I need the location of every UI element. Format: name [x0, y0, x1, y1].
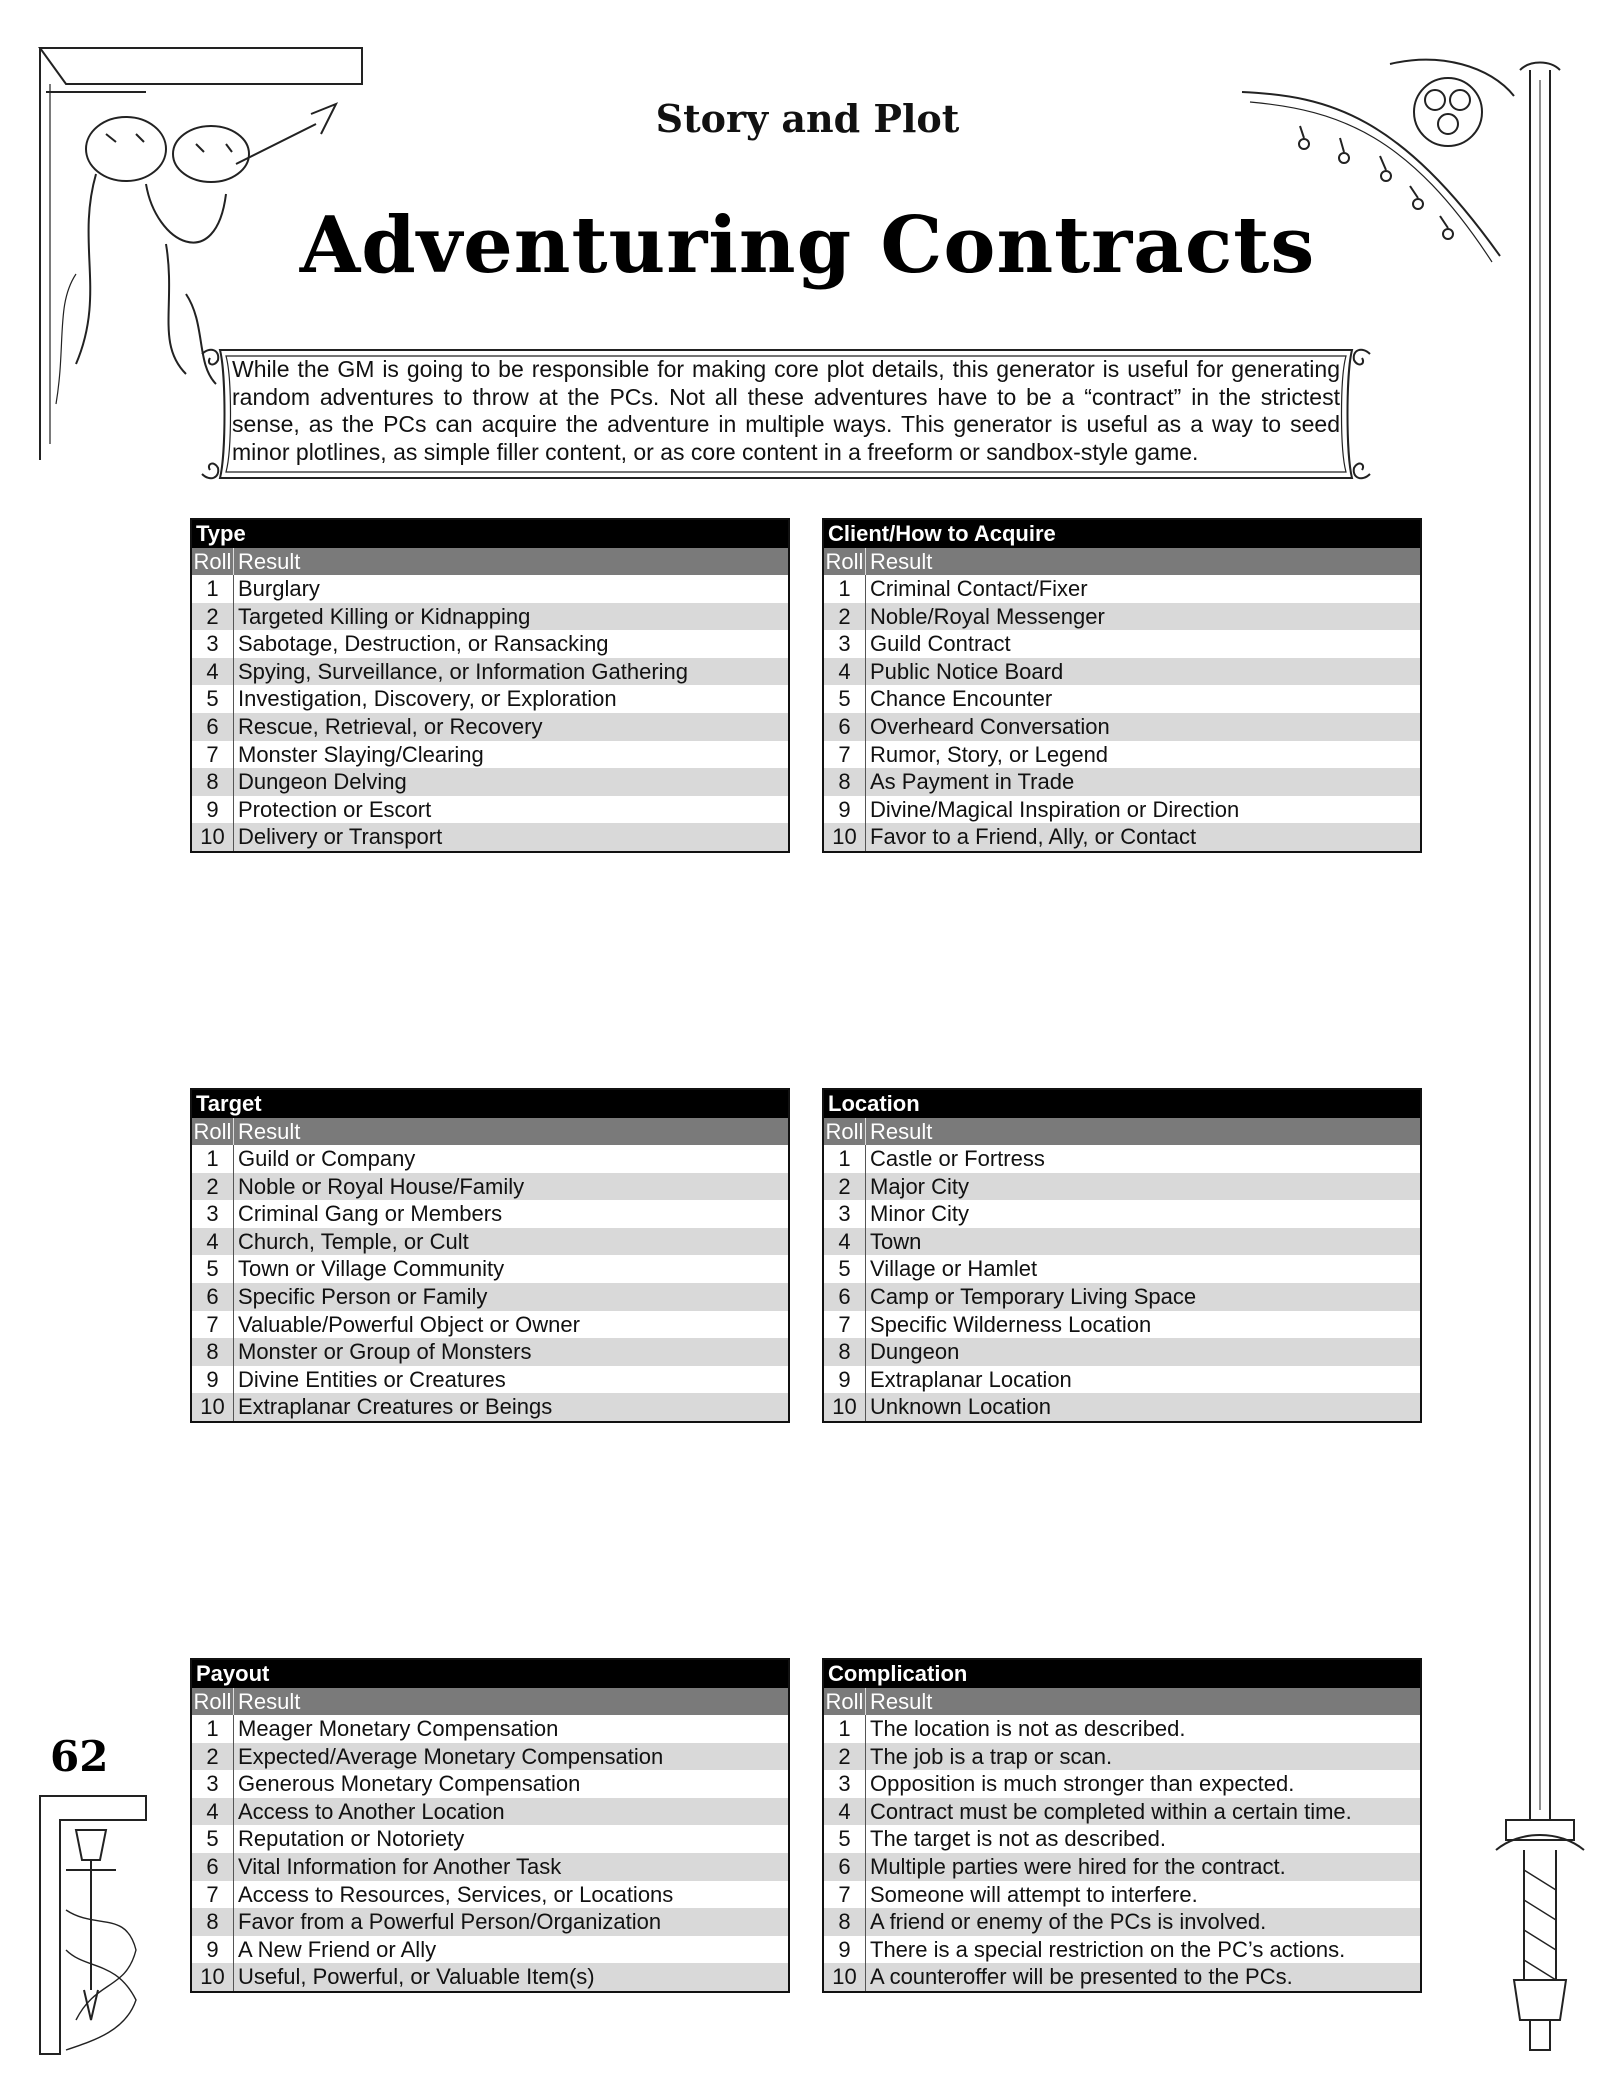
- table-row: [824, 1145, 1420, 1173]
- roll-cell: 2: [192, 1743, 234, 1771]
- table-body: [824, 1145, 1420, 1421]
- table-title: Complication: [824, 1660, 1420, 1688]
- result-cell: The location is not as described.: [870, 1716, 1186, 1741]
- result-cell: Rumor, Story, or Legend: [870, 741, 1109, 767]
- table-row: [192, 1228, 788, 1256]
- roll-cell: 5: [824, 1825, 866, 1853]
- result-cell: Contract must be completed within a certain time.: [870, 1798, 1352, 1824]
- table-header: [824, 548, 1420, 575]
- roll-cell: 1: [192, 1715, 234, 1743]
- roll-cell: 8: [192, 1338, 234, 1366]
- result-cell: A counteroffer will be presented to the PCs.: [870, 1964, 1293, 1990]
- table-row: [824, 823, 1420, 851]
- roll-header: Roll: [192, 1118, 234, 1145]
- result-header: Result: [870, 1119, 933, 1144]
- result-cell: Criminal Gang or Members: [238, 1201, 503, 1227]
- table-row: [824, 658, 1420, 686]
- result-cell: Valuable/Powerful Object or Owner: [238, 1311, 580, 1337]
- result-cell: Targeted Killing or Kidnapping: [238, 603, 531, 629]
- roll-cell: 5: [192, 1825, 234, 1853]
- result-cell: Criminal Contact/Fixer: [870, 576, 1088, 601]
- table-row: [824, 1881, 1420, 1909]
- roll-cell: 7: [192, 1311, 234, 1339]
- result-cell: Delivery or Transport: [238, 824, 443, 850]
- table-row: [824, 685, 1420, 713]
- table-row: [192, 1173, 788, 1201]
- roll-cell: 6: [192, 1283, 234, 1311]
- result-cell: Multiple parties were hired for the contract.: [870, 1853, 1286, 1879]
- roll-cell: 3: [192, 1770, 234, 1798]
- result-cell: Access to Another Location: [238, 1798, 505, 1824]
- result-header: Result: [238, 1119, 301, 1144]
- roll-cell: 9: [824, 796, 866, 824]
- table-header: [192, 548, 788, 575]
- table-header: [824, 1688, 1420, 1715]
- result-header: Result: [870, 1689, 933, 1714]
- table-location: [822, 1088, 1422, 1423]
- roll-cell: 9: [192, 1936, 234, 1964]
- roll-cell: 1: [824, 1715, 866, 1743]
- result-cell: Minor City: [870, 1201, 970, 1227]
- table-row: [824, 1366, 1420, 1394]
- roll-cell: 5: [192, 1255, 234, 1283]
- result-cell: Public Notice Board: [870, 658, 1064, 684]
- table-row: [824, 603, 1420, 631]
- result-cell: Noble/Royal Messenger: [870, 603, 1105, 629]
- roll-cell: 7: [192, 1881, 234, 1909]
- table-row: [824, 1228, 1420, 1256]
- roll-cell: 10: [192, 1393, 234, 1421]
- result-cell: A New Friend or Ally: [238, 1936, 437, 1962]
- result-cell: Noble or Royal House/Family: [238, 1173, 525, 1199]
- table-row: [824, 575, 1420, 603]
- table-row: [192, 1393, 788, 1421]
- roll-cell: 4: [192, 658, 234, 686]
- table-row: [192, 685, 788, 713]
- roll-cell: 2: [192, 1173, 234, 1201]
- intro-box: [196, 344, 1376, 484]
- sword-border-icon: [1490, 60, 1590, 2060]
- table-body: [192, 575, 788, 851]
- table-row: [192, 1338, 788, 1366]
- result-cell: Useful, Powerful, or Valuable Item(s): [238, 1964, 595, 1990]
- result-cell: Generous Monetary Compensation: [238, 1771, 581, 1797]
- table-row: [192, 796, 788, 824]
- result-header: Result: [238, 549, 301, 574]
- result-header: Result: [238, 1689, 301, 1714]
- sword-corner-icon: [36, 1790, 156, 2060]
- table-row: [192, 823, 788, 851]
- table-row: [192, 713, 788, 741]
- result-cell: Favor from a Powerful Person/Organization: [238, 1909, 662, 1935]
- table-row: [824, 1853, 1420, 1881]
- result-cell: Town or Village Community: [238, 1256, 505, 1282]
- roll-cell: 3: [192, 1200, 234, 1228]
- table-row: [192, 630, 788, 658]
- result-cell: Monster Slaying/Clearing: [238, 741, 484, 767]
- roll-cell: 5: [824, 685, 866, 713]
- roll-cell: 9: [824, 1936, 866, 1964]
- roll-header: Roll: [824, 1688, 866, 1715]
- table-body: [824, 1715, 1420, 1991]
- result-cell: Favor to a Friend, Ally, or Contact: [870, 824, 1197, 850]
- table-row: [192, 1853, 788, 1881]
- table-row: [192, 1200, 788, 1228]
- result-cell: Sabotage, Destruction, or Ransacking: [238, 631, 609, 657]
- result-cell: Specific Wilderness Location: [870, 1311, 1152, 1337]
- roll-cell: 8: [824, 1338, 866, 1366]
- roll-cell: 7: [192, 741, 234, 769]
- table-row: [824, 1770, 1420, 1798]
- table-row: [192, 1715, 788, 1743]
- result-cell: Overheard Conversation: [870, 713, 1110, 739]
- roll-cell: 4: [192, 1228, 234, 1256]
- result-cell: Reputation or Notoriety: [238, 1826, 465, 1852]
- table-row: [824, 1255, 1420, 1283]
- table-row: [824, 1311, 1420, 1339]
- roll-cell: 6: [192, 713, 234, 741]
- roll-cell: 6: [824, 1283, 866, 1311]
- result-cell: Dungeon: [870, 1339, 960, 1365]
- result-cell: As Payment in Trade: [870, 769, 1075, 795]
- page-title: Adventuring Contracts: [299, 200, 1316, 291]
- table-row: [824, 768, 1420, 796]
- roll-header: Roll: [192, 548, 234, 575]
- table-complication: [822, 1658, 1422, 1993]
- roll-cell: 2: [824, 1743, 866, 1771]
- table-row: [824, 1825, 1420, 1853]
- result-cell: Burglary: [238, 576, 320, 601]
- table-row: [824, 1715, 1420, 1743]
- table-row: [824, 741, 1420, 769]
- roll-cell: 1: [192, 575, 234, 603]
- roll-cell: 6: [192, 1853, 234, 1881]
- roll-cell: 10: [824, 1963, 866, 1991]
- roll-cell: 8: [192, 1908, 234, 1936]
- roll-cell: 2: [824, 603, 866, 631]
- roll-header: Roll: [824, 1118, 866, 1145]
- intro-text: While the GM is going to be responsible for making core plot details, this generator is useful for generating random adventures to throw at the PCs. Not all these adventures have to be a “contract” in the strictest sense, as the PCs can acquire the adventure in multiple ways. This generator is useful as a way to seed minor plotlines, as simple filler content, or as core content in a freeform or sandbox-style game.: [232, 356, 1340, 465]
- roll-cell: 3: [824, 630, 866, 658]
- table-body: [824, 575, 1420, 851]
- table-type: [190, 518, 790, 853]
- table-row: [824, 1798, 1420, 1826]
- result-cell: Protection or Escort: [238, 796, 432, 822]
- roll-cell: 10: [824, 1393, 866, 1421]
- result-cell: Extraplanar Location: [870, 1366, 1072, 1392]
- roll-cell: 1: [824, 1145, 866, 1173]
- roll-cell: 9: [192, 1366, 234, 1394]
- roll-cell: 7: [824, 1881, 866, 1909]
- roll-cell: 7: [824, 1311, 866, 1339]
- roll-header: Roll: [824, 548, 866, 575]
- roll-cell: 8: [824, 768, 866, 796]
- table-header: [192, 1688, 788, 1715]
- table-row: [824, 1908, 1420, 1936]
- roll-cell: 4: [824, 1228, 866, 1256]
- roll-cell: 6: [824, 713, 866, 741]
- table-row: [192, 1255, 788, 1283]
- result-cell: Dungeon Delving: [238, 769, 407, 795]
- roll-cell: 8: [192, 768, 234, 796]
- roll-cell: 6: [824, 1853, 866, 1881]
- roll-cell: 4: [824, 1798, 866, 1826]
- table-title: Type: [192, 520, 788, 548]
- table-row: [192, 603, 788, 631]
- table-row: [824, 1963, 1420, 1991]
- roll-cell: 3: [824, 1770, 866, 1798]
- result-cell: Extraplanar Creatures or Beings: [238, 1394, 553, 1420]
- roll-cell: 7: [824, 741, 866, 769]
- page-number: 62: [50, 1732, 109, 1781]
- table-row: [192, 741, 788, 769]
- result-cell: Access to Resources, Services, or Locations: [238, 1881, 674, 1907]
- roll-cell: 4: [192, 1798, 234, 1826]
- result-cell: Meager Monetary Compensation: [238, 1716, 559, 1741]
- result-header: Result: [870, 549, 933, 574]
- table-payout: [190, 1658, 790, 1993]
- table-title: Payout: [192, 1660, 788, 1688]
- result-cell: The job is a trap or scan.: [870, 1743, 1113, 1769]
- roll-cell: 10: [824, 823, 866, 851]
- roll-cell: 2: [192, 603, 234, 631]
- roll-cell: 9: [192, 796, 234, 824]
- table-row: [192, 1283, 788, 1311]
- table-row: [192, 1798, 788, 1826]
- result-cell: Opposition is much stronger than expected.: [870, 1771, 1295, 1797]
- table-row: [192, 1366, 788, 1394]
- roll-cell: 3: [824, 1200, 866, 1228]
- table-row: [824, 630, 1420, 658]
- result-cell: Divine Entities or Creatures: [238, 1366, 506, 1392]
- table-row: [192, 1145, 788, 1173]
- result-cell: Castle or Fortress: [870, 1146, 1045, 1171]
- roll-cell: 10: [192, 1963, 234, 1991]
- table-row: [824, 713, 1420, 741]
- table-row: [192, 575, 788, 603]
- table-row: [824, 1743, 1420, 1771]
- roll-cell: 9: [824, 1366, 866, 1394]
- roll-cell: 2: [824, 1173, 866, 1201]
- table-row: [824, 1283, 1420, 1311]
- table-row: [824, 1393, 1420, 1421]
- table-title: Client/How to Acquire: [824, 520, 1420, 548]
- result-cell: The target is not as described.: [870, 1826, 1166, 1852]
- result-cell: There is a special restriction on the PC’s actions.: [870, 1936, 1346, 1962]
- roll-cell: 5: [824, 1255, 866, 1283]
- result-cell: Spying, Surveillance, or Information Gathering: [238, 658, 689, 684]
- result-cell: Village or Hamlet: [870, 1256, 1038, 1282]
- table-body: [192, 1715, 788, 1991]
- roll-cell: 1: [192, 1145, 234, 1173]
- table-row: [192, 1770, 788, 1798]
- section-title: Story and Plot: [655, 96, 960, 141]
- roll-cell: 8: [824, 1908, 866, 1936]
- table-header: [824, 1118, 1420, 1145]
- table-row: [824, 1936, 1420, 1964]
- result-cell: Divine/Magical Inspiration or Direction: [870, 796, 1240, 822]
- result-cell: Church, Temple, or Cult: [238, 1228, 469, 1254]
- table-row: [824, 1200, 1420, 1228]
- result-cell: Someone will attempt to interfere.: [870, 1881, 1198, 1907]
- table-row: [824, 1338, 1420, 1366]
- table-row: [192, 1936, 788, 1964]
- roll-cell: 3: [192, 630, 234, 658]
- result-cell: Unknown Location: [870, 1394, 1052, 1420]
- table-title: Target: [192, 1090, 788, 1118]
- roll-cell: 4: [824, 658, 866, 686]
- result-cell: Chance Encounter: [870, 686, 1053, 712]
- table-row: [192, 1963, 788, 1991]
- roll-cell: 5: [192, 685, 234, 713]
- table-row: [192, 1825, 788, 1853]
- result-cell: Major City: [870, 1173, 970, 1199]
- table-title: Location: [824, 1090, 1420, 1118]
- result-cell: Guild Contract: [870, 631, 1011, 657]
- result-cell: Camp or Temporary Living Space: [870, 1283, 1197, 1309]
- roll-cell: 10: [192, 823, 234, 851]
- result-cell: Specific Person or Family: [238, 1283, 488, 1309]
- table-target: [190, 1088, 790, 1423]
- result-cell: Expected/Average Monetary Compensation: [238, 1743, 664, 1769]
- table-row: [824, 796, 1420, 824]
- table-row: [192, 1311, 788, 1339]
- table-body: [192, 1145, 788, 1421]
- roll-header: Roll: [192, 1688, 234, 1715]
- result-cell: Vital Information for Another Task: [238, 1853, 562, 1879]
- table-row: [192, 768, 788, 796]
- result-cell: Monster or Group of Monsters: [238, 1339, 532, 1365]
- table-row: [192, 1908, 788, 1936]
- result-cell: Investigation, Discovery, or Exploration: [238, 686, 617, 712]
- table-row: [192, 1881, 788, 1909]
- table-row: [192, 658, 788, 686]
- table-row: [824, 1173, 1420, 1201]
- result-cell: Guild or Company: [238, 1146, 416, 1171]
- table-header: [192, 1118, 788, 1145]
- result-cell: Town: [870, 1228, 922, 1254]
- roll-cell: 1: [824, 575, 866, 603]
- table-client: [822, 518, 1422, 853]
- result-cell: Rescue, Retrieval, or Recovery: [238, 713, 543, 739]
- result-cell: A friend or enemy of the PCs is involved.: [870, 1909, 1267, 1935]
- table-row: [192, 1743, 788, 1771]
